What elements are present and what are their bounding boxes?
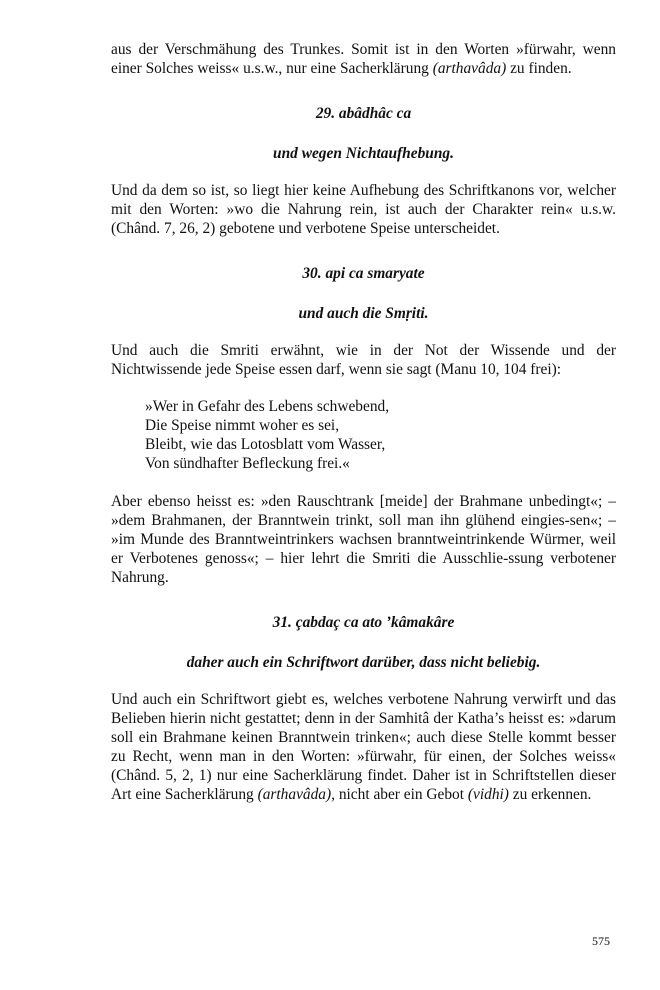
- sutra-30-translation: und auch die Smṛiti.: [298, 305, 429, 322]
- sutra-30-title: 30. api ca smaryate: [302, 265, 425, 282]
- sutra-31-title: 31. çabdaç ca ato ’kâmakâre: [272, 614, 455, 631]
- sutra-29-commentary: Und da dem so ist, so liegt hier keine Aufhebung des Schriftkanons vor, welcher mit den Worten: »wo die Nahrung rein, ist auch der Charakter rein« u.s.w. (Chând. 7, 26, 2) gebotene und verbotene Speise unterscheidet.: [111, 182, 616, 237]
- sutra-29-title: 29. abâdhâc ca: [315, 105, 412, 122]
- verse-line: »Wer in Gefahr des Lebens schwebend,: [145, 398, 390, 415]
- page-number: 575: [592, 934, 610, 948]
- sutra-30-commentary-continued: Aber ebenso heisst es: »den Rauschtrank [meide] der Brahmane unbedingt«; – »dem Brahmanen, der Branntwein trinkt, soll man ihn glühend eingies-sen«; – »im Munde des Branntweintrinkers wachsen branntweintrinkende Würmer, weil er Verbotenes genoss«; – hier lehrt die Smriti die Ausschlie-ssung verbotener Nahrung.: [111, 493, 616, 586]
- page-content: [111, 40, 616, 804]
- intro-text: aus der Verschmähung des Trunkes. Somit ist in den Worten »fürwahr, wenn einer Solches weiss« u.s.w., nur eine Sacherklärung: [111, 41, 616, 77]
- sutra-30-commentary: Und auch die Smriti erwähnt, wie in der Not der Wissende und der Nichtwissende jede Speise essen darf, wenn sie sagt (Manu 10, 104 frei):: [111, 342, 616, 378]
- term-vidhi: (vidhi): [467, 786, 509, 803]
- sutra-31-commentary: [111, 690, 616, 804]
- sutra-31-translation: daher auch ein Schriftwort darüber, dass nicht beliebig.: [186, 654, 541, 671]
- intro-text-end: zu finden.: [506, 60, 572, 77]
- sutra-31-text-end: zu erkennen.: [508, 786, 592, 803]
- verse-line: Die Speise nimmt woher es sei,: [145, 417, 340, 434]
- intro-paragraph: [111, 40, 616, 78]
- sutra-29-translation: und wegen Nichtaufhebung.: [273, 145, 454, 162]
- verse-line: Von sündhafter Befleckung frei.«: [145, 455, 350, 472]
- term-arthavada: (arthavâda),: [257, 786, 335, 803]
- intro-term: (arthavâda): [432, 60, 507, 77]
- sutra-31-text: Und auch ein Schriftwort giebt es, welches verbotene Nahrung verwirft und das Belieben hierin nicht gestattet; denn in der Samhitâ der Katha’s heisst es: »darum soll ein Brahmane keinen Branntwein trinken«; auch diese Stelle kommt besser zu Recht, wenn man in den Worten: »fürwahr, für einen, der Solches weiss« (Chând. 5, 2, 1) nur eine Sacherklärung findet. Daher ist in Schriftstellen dieser Art eine Sacherklärung: [111, 691, 616, 803]
- sutra-31-text-mid: nicht aber ein Gebot: [334, 786, 468, 803]
- verse-line: Bleibt, wie das Lotosblatt vom Wasser,: [145, 436, 386, 453]
- verse-quote: [145, 397, 616, 473]
